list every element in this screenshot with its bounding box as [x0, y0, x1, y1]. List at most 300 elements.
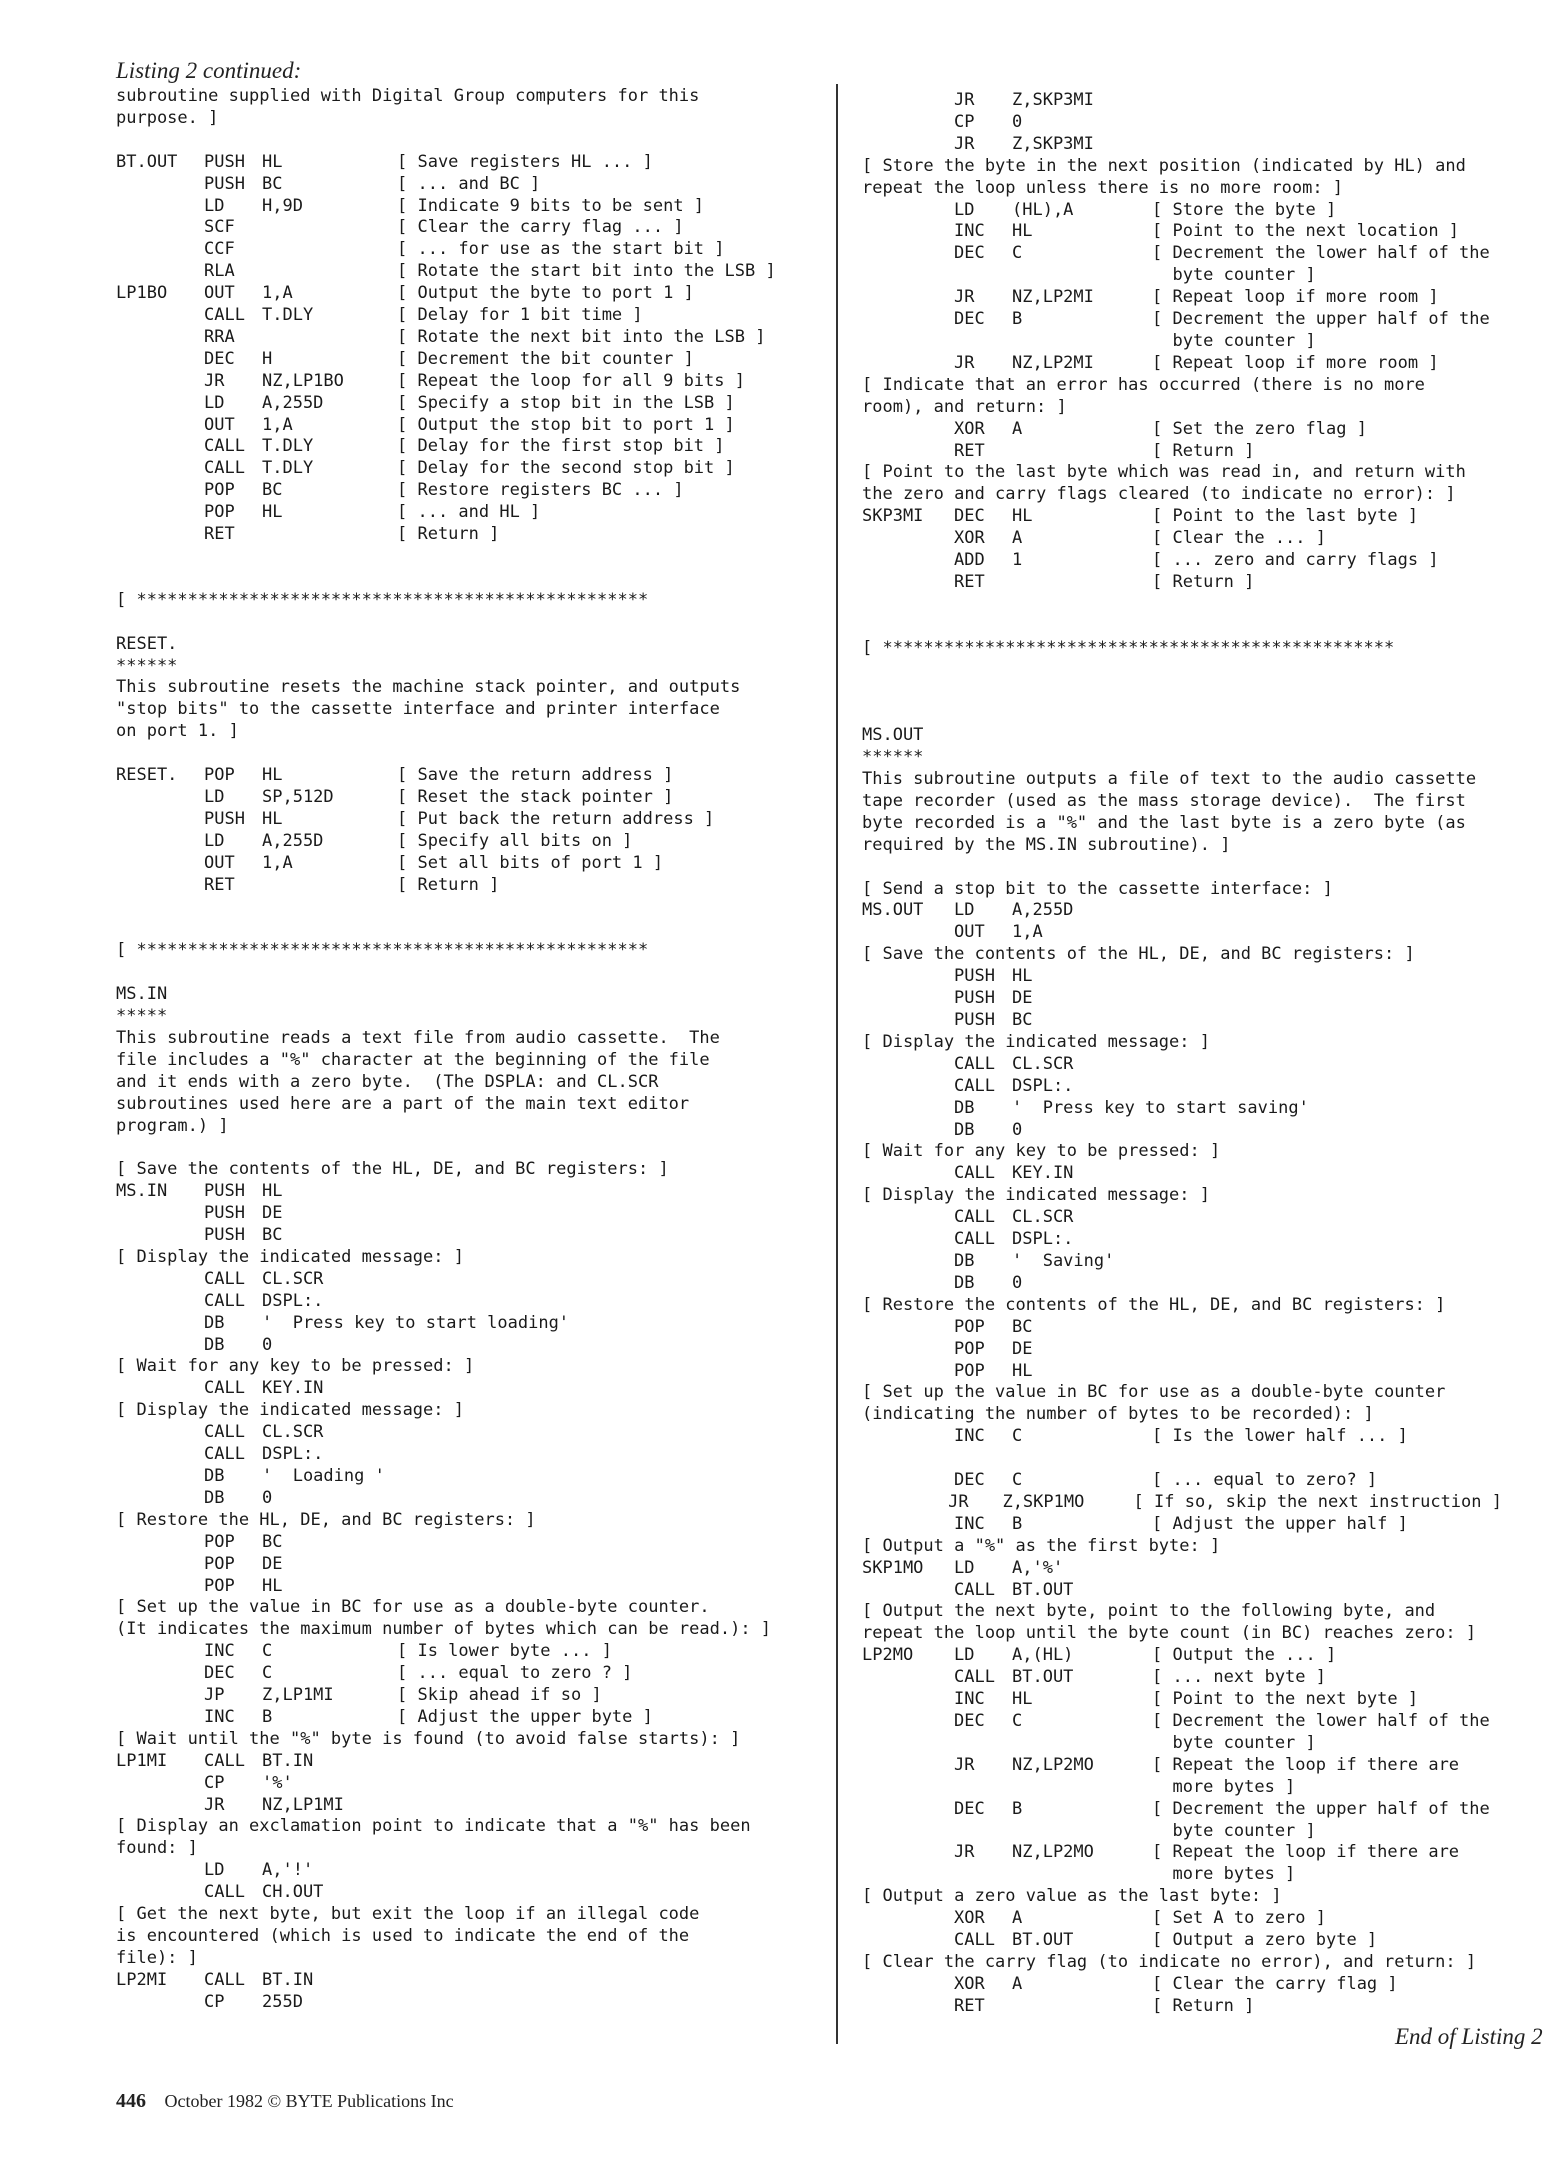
- code-operand: [262, 875, 397, 897]
- code-comment: byte counter ]: [1152, 330, 1316, 351]
- code-opcode: DB: [204, 1334, 225, 1355]
- code-opcode: DEC: [954, 243, 985, 264]
- code-comment: more bytes ]: [1152, 1776, 1296, 1797]
- code-opcode: PUSH: [204, 808, 245, 829]
- code-label: [862, 1010, 954, 1032]
- code-label: [862, 1470, 954, 1492]
- code-label: [116, 1554, 204, 1576]
- code-opcode: DEC: [954, 1710, 985, 1731]
- code-label: [862, 112, 954, 134]
- code-label: [862, 1689, 954, 1711]
- code-label: [862, 1120, 954, 1142]
- code-operand: [1012, 265, 1152, 287]
- code-operand: [1012, 1733, 1152, 1755]
- code-line: [116, 1532, 816, 1554]
- code-line: [862, 1930, 1502, 1952]
- code-label: [862, 922, 954, 944]
- code-label: [862, 1163, 954, 1185]
- code-line: [862, 966, 1502, 988]
- code-opcode: PUSH: [204, 1225, 245, 1246]
- code-opcode: XOR: [954, 1908, 985, 1929]
- code-operand: Z,LP1MI: [262, 1685, 334, 1706]
- code-operand: BT.OUT: [1012, 1930, 1074, 1951]
- code-opcode: PUSH: [204, 151, 245, 172]
- code-comment: [ Decrement the lower half of the: [1152, 243, 1490, 264]
- code-label: [116, 174, 204, 196]
- code-comment-line: [ Set up the value in BC for use as a double-byte counter.: [116, 1597, 710, 1618]
- code-label: [116, 502, 204, 524]
- code-line: [862, 1361, 1502, 1383]
- code-comment: [ Repeat loop if more room ]: [1152, 287, 1439, 308]
- code-label: [116, 196, 204, 218]
- msin-description: [116, 1028, 816, 1138]
- code-opcode: OUT: [954, 922, 985, 943]
- code-operand: BC: [262, 1531, 283, 1552]
- code-line: [862, 200, 1502, 222]
- code-line: [862, 1777, 1502, 1799]
- left-column: [116, 86, 816, 2014]
- code-opcode: JR: [954, 1842, 975, 1863]
- code-line: [862, 1755, 1502, 1777]
- code-line: [116, 1641, 816, 1663]
- code-line: [862, 1580, 1502, 1602]
- code-line: [862, 134, 1502, 156]
- code-opcode: DEC: [204, 348, 235, 369]
- code-comment-line: [ Restore the HL, DE, and BC registers: ]: [116, 1509, 536, 1530]
- code-line: [862, 1667, 1502, 1689]
- code-comment: [ Return ]: [397, 874, 500, 895]
- code-operand: [1012, 1821, 1152, 1843]
- code-operand: BT.IN: [262, 1750, 314, 1771]
- code-operand: [1012, 331, 1152, 353]
- code-opcode: DB: [954, 1119, 975, 1140]
- code-opcode: RET: [204, 874, 235, 895]
- text-line: purpose. ]: [116, 107, 219, 128]
- text-line: byte recorded is a "%" and the last byte is a zero byte (as: [862, 812, 1466, 833]
- code-line: [116, 1992, 816, 2014]
- code-label: BT.OUT: [116, 151, 178, 172]
- code-opcode: JR: [954, 1754, 975, 1775]
- code-operand: BT.OUT: [1012, 1667, 1074, 1688]
- code-label: [862, 1864, 954, 1886]
- code-line: [862, 900, 1502, 922]
- code-opcode: JR: [954, 90, 975, 110]
- code-label: [862, 1251, 954, 1273]
- code-line: [862, 1251, 1502, 1273]
- code-line: [862, 550, 1502, 572]
- code-opcode: DEC: [954, 1470, 985, 1491]
- code-label: MS.OUT: [862, 900, 924, 921]
- code-line: [862, 221, 1502, 243]
- code-opcode: PUSH: [954, 1010, 995, 1030]
- code-opcode: DB: [204, 1465, 225, 1486]
- code-operand: HL: [1012, 966, 1033, 987]
- code-comment-line: is encountered (which is used to indicate the end of the: [116, 1926, 690, 1947]
- page-footer: [116, 2090, 454, 2113]
- code-opcode: RLA: [204, 261, 235, 282]
- code-line: [862, 90, 1502, 112]
- code-comment: [ If so, skip the next instruction ]: [1133, 1491, 1502, 1512]
- code-opcode: PUSH: [204, 1181, 245, 1202]
- code-label: [862, 243, 954, 265]
- code-opcode: OUT: [204, 283, 235, 304]
- code-comment: [ Repeat the loop if there are: [1152, 1842, 1460, 1863]
- code-line: [862, 1054, 1502, 1076]
- code-comment: [ Clear the carry flag ... ]: [397, 217, 684, 238]
- text-line: and it ends with a zero byte. (The DSPLA: and CL.SCR: [116, 1071, 659, 1092]
- code-opcode: DB: [204, 1312, 225, 1333]
- separator-line: [ **************************************************: [116, 589, 649, 610]
- code-line: [116, 1225, 816, 1247]
- code-operand: HL: [262, 502, 283, 523]
- code-opcode: CALL: [954, 1667, 995, 1688]
- code-comment-line: [ Indicate that an error has occurred (there is no more: [862, 374, 1425, 395]
- text-line: This subroutine resets the machine stack pointer, and outputs: [116, 677, 741, 698]
- code-opcode: [954, 1864, 1012, 1886]
- code-label: [116, 458, 204, 480]
- code-opcode: PUSH: [954, 988, 995, 1009]
- code-label: [116, 349, 204, 371]
- code-label: [116, 1269, 204, 1291]
- code-line: [862, 1864, 1502, 1886]
- code-label: [862, 1492, 948, 1514]
- code-label: [862, 1777, 954, 1799]
- code-label: SKP1MO: [862, 1557, 924, 1578]
- code-label: [862, 528, 954, 550]
- code-line: [862, 1339, 1502, 1361]
- code-label: [862, 1974, 954, 1996]
- code-operand: NZ,LP2MO: [1012, 1842, 1094, 1863]
- code-opcode: [954, 265, 1012, 287]
- code-comment: [ ... equal to zero ? ]: [397, 1663, 633, 1684]
- code-line: [862, 1974, 1502, 1996]
- code-operand: HL: [1012, 1360, 1033, 1381]
- reset-stars: ******: [116, 655, 178, 676]
- code-line: [116, 1444, 816, 1466]
- code-comment-line: [ Wait for any key to be pressed: ]: [116, 1356, 475, 1377]
- code-label: [862, 1908, 954, 1930]
- code-label: [116, 371, 204, 393]
- code-comment: [ Delay for the first stop bit ]: [397, 436, 725, 457]
- code-line: [116, 1422, 816, 1444]
- code-operand: KEY.IN: [1012, 1163, 1074, 1184]
- code-opcode: PUSH: [204, 1203, 245, 1224]
- code-comment: [ Set the zero flag ]: [1152, 418, 1367, 439]
- code-comment-line: [ Get the next byte, but exit the loop if an illegal code: [116, 1904, 700, 1925]
- code-operand: A: [1012, 1908, 1023, 1929]
- code-opcode: OUT: [204, 852, 235, 873]
- code-opcode: INC: [954, 1513, 985, 1534]
- code-comment-line: [ Wait for any key to be pressed: ]: [862, 1141, 1221, 1162]
- code-label: [116, 393, 204, 415]
- code-opcode: CALL: [204, 1969, 245, 1990]
- code-comment: [ ... and BC ]: [397, 173, 541, 194]
- code-line: [862, 1558, 1502, 1580]
- msin-code-block: [116, 1159, 816, 2013]
- footer-text: October 1982 © BYTE Publications Inc: [164, 2091, 454, 2111]
- code-operand: CL.SCR: [1012, 1053, 1074, 1074]
- code-line: [862, 419, 1502, 441]
- code-line: [116, 327, 816, 349]
- code-comment: [ Rotate the next bit into the LSB ]: [397, 326, 766, 347]
- code-operand: [1012, 572, 1152, 594]
- code-operand: A,255D: [262, 830, 324, 851]
- code-operand: NZ,LP1MI: [262, 1794, 344, 1815]
- code-comment: [ ... next byte ]: [1152, 1667, 1326, 1688]
- code-comment-line: [ Restore the contents of the HL, DE, and BC registers: ]: [862, 1294, 1446, 1315]
- code-line: [862, 1470, 1502, 1492]
- code-operand: BC: [262, 1225, 283, 1246]
- code-opcode: PUSH: [204, 173, 245, 194]
- code-opcode: CALL: [204, 458, 245, 479]
- code-operand: HL: [1012, 506, 1033, 527]
- code-line: [116, 875, 816, 897]
- code-opcode: INC: [954, 1426, 985, 1447]
- code-operand: CL.SCR: [1012, 1207, 1074, 1228]
- code-operand: B: [1012, 309, 1023, 330]
- code-label: [862, 1273, 954, 1295]
- code-label: [862, 1711, 954, 1733]
- code-line: [116, 831, 816, 853]
- code-opcode: INC: [204, 1706, 235, 1727]
- code-opcode: POP: [204, 1531, 235, 1552]
- code-line: [862, 572, 1502, 594]
- code-label: [116, 875, 204, 897]
- code-opcode: CALL: [204, 436, 245, 457]
- code-operand: DSPL:.: [1012, 1075, 1074, 1096]
- code-label: [116, 1225, 204, 1247]
- code-line: [862, 1076, 1502, 1098]
- code-line: [862, 1842, 1502, 1864]
- reset-title: RESET.: [116, 633, 178, 654]
- code-operand: 1,A: [1012, 922, 1043, 943]
- code-label: [862, 988, 954, 1010]
- code-label: [116, 1203, 204, 1225]
- code-opcode: POP: [204, 502, 235, 523]
- code-opcode: [954, 1777, 1012, 1799]
- code-operand: C: [262, 1641, 273, 1662]
- code-operand: [1012, 441, 1152, 463]
- code-label: [862, 1667, 954, 1689]
- code-opcode: CALL: [204, 1422, 245, 1443]
- code-opcode: LD: [954, 1557, 975, 1578]
- code-line: [862, 243, 1502, 265]
- code-operand: ' Loading ': [262, 1465, 385, 1486]
- code-label: [862, 353, 954, 375]
- code-comment: [ Store the byte ]: [1152, 199, 1337, 220]
- code-label: [862, 419, 954, 441]
- code-comment: [ Specify all bits on ]: [397, 830, 633, 851]
- code-comment: [ Is the lower half ... ]: [1152, 1426, 1408, 1447]
- code-opcode: CALL: [204, 1268, 245, 1289]
- code-comment-line: [ Display the indicated message: ]: [116, 1246, 464, 1267]
- code-comment-line: (It indicates the maximum number of bytes which can be read.): ]: [116, 1619, 772, 1640]
- code-operand: Z,SKP3MI: [1012, 90, 1094, 110]
- code-opcode: CP: [204, 1991, 225, 2012]
- code-line: [116, 480, 816, 502]
- code-line: [862, 528, 1502, 550]
- code-comment: [ Output the stop bit to port 1 ]: [397, 414, 735, 435]
- code-label: [116, 1685, 204, 1707]
- code-line: [116, 787, 816, 809]
- code-label: [862, 550, 954, 572]
- code-line: [862, 1821, 1502, 1843]
- code-operand: T.DLY: [262, 436, 314, 457]
- code-label: [116, 787, 204, 809]
- code-line: [116, 196, 816, 218]
- code-line: [116, 415, 816, 437]
- code-comment: [ Set all bits of port 1 ]: [397, 852, 664, 873]
- code-opcode: DB: [954, 1272, 975, 1293]
- code-label: [862, 1996, 954, 2018]
- code-opcode: DEC: [954, 1798, 985, 1819]
- code-label: [862, 1755, 954, 1777]
- code-label: [116, 1992, 204, 2014]
- code-line: [862, 1229, 1502, 1251]
- code-label: [116, 1291, 204, 1313]
- code-opcode: [954, 331, 1012, 353]
- code-comment-line: [ Output a "%" as the first byte: ]: [862, 1535, 1221, 1556]
- code-operand: (HL),A: [1012, 199, 1074, 220]
- code-label: [862, 1842, 954, 1864]
- code-operand: HL: [1012, 1689, 1033, 1710]
- code-operand: A,255D: [1012, 900, 1074, 921]
- code-comment: [ Adjust the upper half ]: [1152, 1513, 1408, 1534]
- code-operand: BC: [1012, 1316, 1033, 1337]
- code-operand: HL: [262, 1575, 283, 1596]
- code-opcode: JR: [954, 352, 975, 373]
- code-opcode: INC: [954, 1689, 985, 1710]
- code-label: RESET.: [116, 765, 178, 786]
- code-operand: [262, 261, 397, 283]
- code-label: [862, 134, 954, 156]
- code-comment: [ Is lower byte ... ]: [397, 1641, 612, 1662]
- code-line: [862, 1207, 1502, 1229]
- code-line: [116, 1882, 816, 1904]
- code-operand: C: [262, 1663, 273, 1684]
- code-comment: [ ... zero and carry flags ]: [1152, 550, 1439, 571]
- code-operand: B: [1012, 1513, 1023, 1534]
- code-opcode: JR: [204, 1794, 225, 1815]
- code-comment-line: [ Save the contents of the HL, DE, and BC registers: ]: [116, 1159, 669, 1180]
- code-line: [116, 1466, 816, 1488]
- code-label: [862, 1799, 954, 1821]
- code-line: [116, 1795, 816, 1817]
- code-operand: NZ,LP1BO: [262, 370, 344, 391]
- code-operand: B: [262, 1706, 273, 1727]
- code-line: [116, 524, 816, 546]
- code-comment-line: [ Output the next byte, point to the following byte, and: [862, 1601, 1436, 1622]
- code-opcode: POP: [204, 1553, 235, 1574]
- code-opcode: LD: [204, 392, 225, 413]
- code-line: [116, 217, 816, 239]
- code-line: [862, 1098, 1502, 1120]
- code-line: [116, 502, 816, 524]
- code-label: LP1MI: [116, 1750, 168, 1771]
- code-comment: [ Repeat loop if more room ]: [1152, 352, 1439, 373]
- code-opcode: POP: [204, 1575, 235, 1596]
- code-label: [862, 1207, 954, 1229]
- code-operand: 0: [1012, 1119, 1023, 1140]
- page-number: 446: [116, 2090, 146, 2112]
- code-opcode: RET: [954, 1995, 985, 2016]
- code-opcode: POP: [954, 1316, 985, 1337]
- code-opcode: CALL: [954, 1075, 995, 1096]
- code-line: [116, 371, 816, 393]
- code-label: [862, 200, 954, 222]
- code-comment: [ Point to the next location ]: [1152, 221, 1460, 242]
- code-opcode: POP: [954, 1338, 985, 1359]
- code-opcode: XOR: [954, 1973, 985, 1994]
- code-line: [862, 922, 1502, 944]
- code-label: [116, 1641, 204, 1663]
- code-opcode: OUT: [204, 414, 235, 435]
- code-comment: [ Point to the next byte ]: [1152, 1689, 1419, 1710]
- text-line: tape recorder (used as the mass storage device). The first: [862, 790, 1466, 811]
- code-label: [862, 1229, 954, 1251]
- blank-line: [862, 1448, 1502, 1470]
- code-operand: A,255D: [262, 392, 324, 413]
- code-line: [862, 1317, 1502, 1339]
- code-comment-line: (indicating the number of bytes to be recorded): ]: [862, 1404, 1374, 1425]
- code-operand: A: [1012, 528, 1023, 549]
- code-line: [116, 239, 816, 261]
- code-opcode: PUSH: [954, 966, 995, 987]
- code-line: [116, 1269, 816, 1291]
- code-opcode: CALL: [954, 1579, 995, 1600]
- code-line: [116, 1181, 816, 1203]
- code-opcode: [954, 1821, 1012, 1843]
- code-label: [116, 1663, 204, 1685]
- code-line: [116, 1488, 816, 1510]
- code-label: [116, 1882, 204, 1904]
- code-label: LP2MI: [116, 1969, 168, 1990]
- code-comment: [ Return ]: [1152, 440, 1255, 461]
- code-operand: DSPL:.: [1012, 1229, 1074, 1250]
- code-operand: BC: [262, 173, 283, 194]
- code-label: [116, 1422, 204, 1444]
- text-line: required by the MS.IN subroutine). ]: [862, 834, 1231, 855]
- code-label: [116, 327, 204, 349]
- code-operand: CH.OUT: [262, 1882, 324, 1903]
- code-label: [116, 217, 204, 239]
- code-line: [862, 1163, 1502, 1185]
- code-line: [116, 1663, 816, 1685]
- text-line: subroutine supplied with Digital Group computers for this: [116, 86, 700, 106]
- code-line: [862, 1273, 1502, 1295]
- code-opcode: JR: [954, 133, 975, 154]
- code-label: [116, 415, 204, 437]
- code-operand: HL: [262, 808, 283, 829]
- code-label: [862, 309, 954, 331]
- code-comment: [ Save registers HL ... ]: [397, 151, 653, 172]
- text-line: file includes a "%" character at the beginning of the file: [116, 1049, 710, 1070]
- code-comment: [ Clear the carry flag ]: [1152, 1973, 1398, 1994]
- code-comment: [ ... and HL ]: [397, 502, 541, 523]
- code-operand: HL: [262, 1181, 283, 1202]
- code-comment-line: [ Display the indicated message: ]: [862, 1031, 1210, 1052]
- code-line: [116, 1707, 816, 1729]
- code-line: [116, 765, 816, 787]
- code-comment: [ Decrement the bit counter ]: [397, 348, 694, 369]
- code-opcode: RET: [954, 440, 985, 461]
- code-comment: [ Decrement the lower half of the: [1152, 1710, 1490, 1731]
- code-operand: [1012, 1777, 1152, 1799]
- code-label: [116, 1466, 204, 1488]
- code-comment-line: file): ]: [116, 1947, 198, 1968]
- code-operand: HL: [262, 765, 283, 786]
- code-label: [116, 831, 204, 853]
